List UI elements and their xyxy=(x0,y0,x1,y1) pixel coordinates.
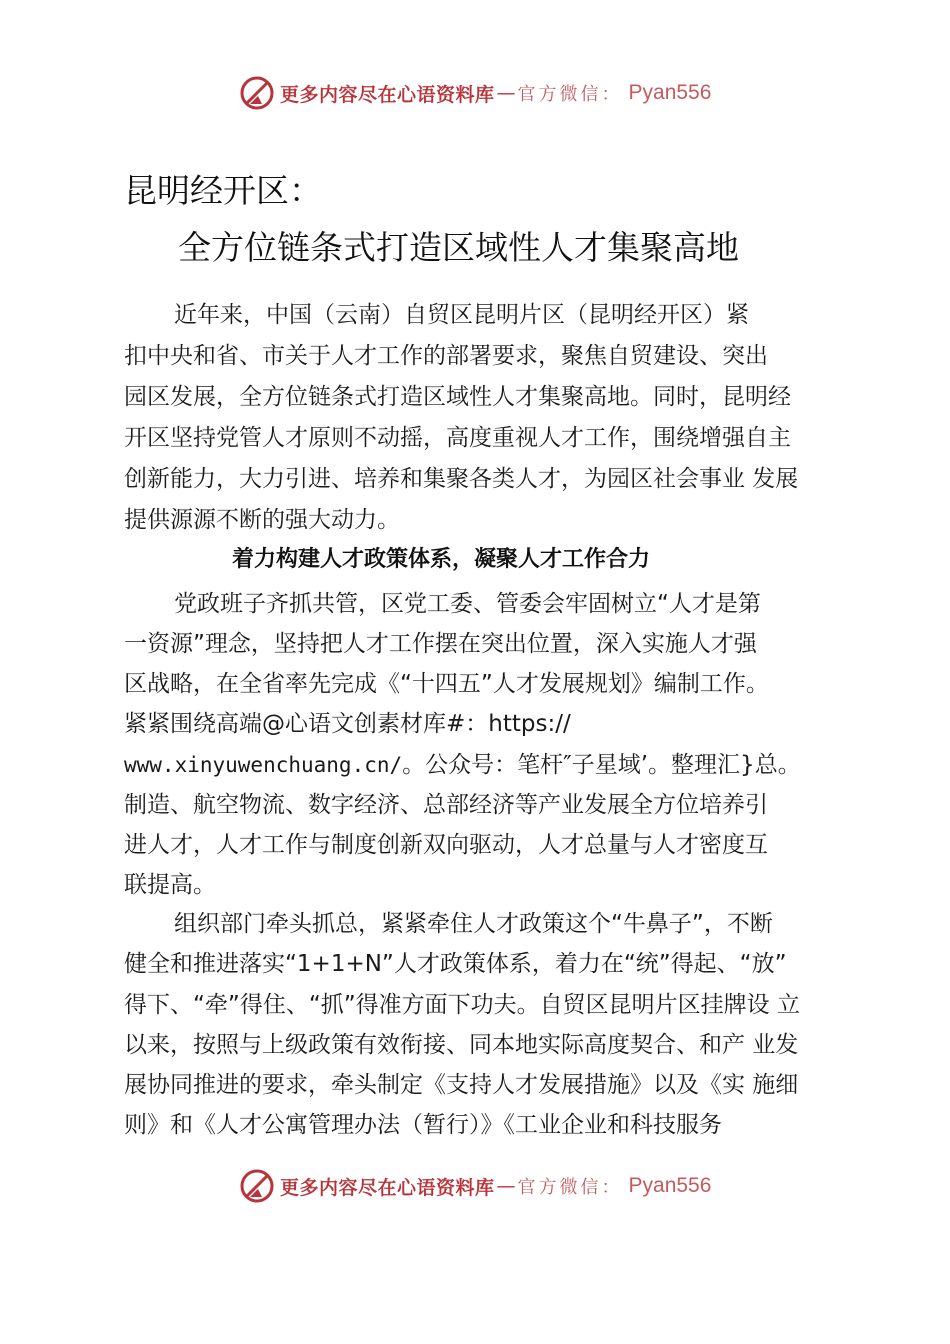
para1-line: 园区发展，全方位链条式打造区域性人才集聚高地。同时，昆明经 xyxy=(124,384,791,410)
para3-line: 得下、“牵”得住、“抓”得准方面下功夫。自贸区昆明片区挂牌设 立 xyxy=(124,992,800,1018)
para1-line: 提供源源不断的强大动力。 xyxy=(124,507,400,533)
banner-wechat-id: Pyan556 xyxy=(628,1174,712,1197)
watermark-rest: 。公众号：笔杆″子星域’。整理汇}总。 xyxy=(402,752,801,778)
para1-line: 开区坚持党管人才原则不动摇，高度重视人才工作，围绕增强自主 xyxy=(124,425,791,451)
footer-banner xyxy=(238,1166,711,1206)
para1-line: 创新能力，大力引进、培养和集聚各类人才，为园区社会事业 发展 xyxy=(124,466,799,492)
section-subheading: 着力构建人才政策体系，凝聚人才工作合力 xyxy=(232,547,651,572)
para2-line: 区战略，在全省率先完成《“十四五”人才发展规划》编制工作。 xyxy=(124,671,769,697)
banner-text: 更多内容尽在心语资料库 xyxy=(280,1176,495,1199)
para3-line: 展协同推进的要求，牵头制定《支持人才发展措施》以及《实 施细 xyxy=(124,1072,799,1098)
watermark-url: www.xinyuwenchuang.cn/ xyxy=(124,753,403,777)
para2-line: 党政班子齐抓共管，区党工委、管委会牢固树立“人才是第 xyxy=(174,591,761,617)
header-banner xyxy=(238,73,711,113)
banner-wechat-label: 官方微信： xyxy=(517,84,623,105)
banner-text: 更多内容尽在心语资料库 xyxy=(280,83,495,106)
para3-line: 健全和推进落实“1+1+N”人才政策体系，着力在“统”得起、“放” xyxy=(124,951,787,977)
banner-wechat-id: Pyan556 xyxy=(628,81,712,104)
banner-wechat-label: 官方微信： xyxy=(517,1177,623,1198)
banner-dash: — xyxy=(496,1175,516,1197)
para2-line: 联提高。 xyxy=(124,872,216,898)
para2-line: 紧紧围绕高端@心语文创素材库#：https:// xyxy=(124,711,571,737)
pen-circle-logo-icon xyxy=(238,74,276,112)
para2-line: 进人才，人才工作与制度创新双向驱动，人才总量与人才密度互 xyxy=(124,832,768,858)
para1-line: 近年来，中国（云南）自贸区昆明片区（昆明经开区）紧 xyxy=(174,302,749,328)
para2-line xyxy=(124,750,801,780)
para3-line: 则》和《人才公寓管理办法（暂行）》《工业企业和科技服务 xyxy=(124,1112,722,1138)
para1-line: 扣中央和省、市关于人才工作的部署要求，聚焦自贸建设、突出 xyxy=(124,343,768,369)
para2-line: 制造、航空物流、数字经济、总部经济等产业发展全方位培养引 xyxy=(124,792,768,818)
para3-line: 组织部门牵头抓总，紧紧牵住人才政策这个“牛鼻子”，不断 xyxy=(174,911,773,937)
para3-line: 以来，按照与上级政策有效衔接、同本地实际高度契合、和产 业发 xyxy=(124,1032,799,1058)
title-line-2: 全方位链条式打造区域性人才集聚高地 xyxy=(178,228,739,267)
para2-line: 一资源”理念，坚持把人才工作摆在突出位置，深入实施人才强 xyxy=(124,631,757,657)
title-line-1: 昆明经开区： xyxy=(124,171,322,210)
pen-circle-logo-icon xyxy=(238,1167,276,1205)
banner-dash: — xyxy=(496,82,516,104)
